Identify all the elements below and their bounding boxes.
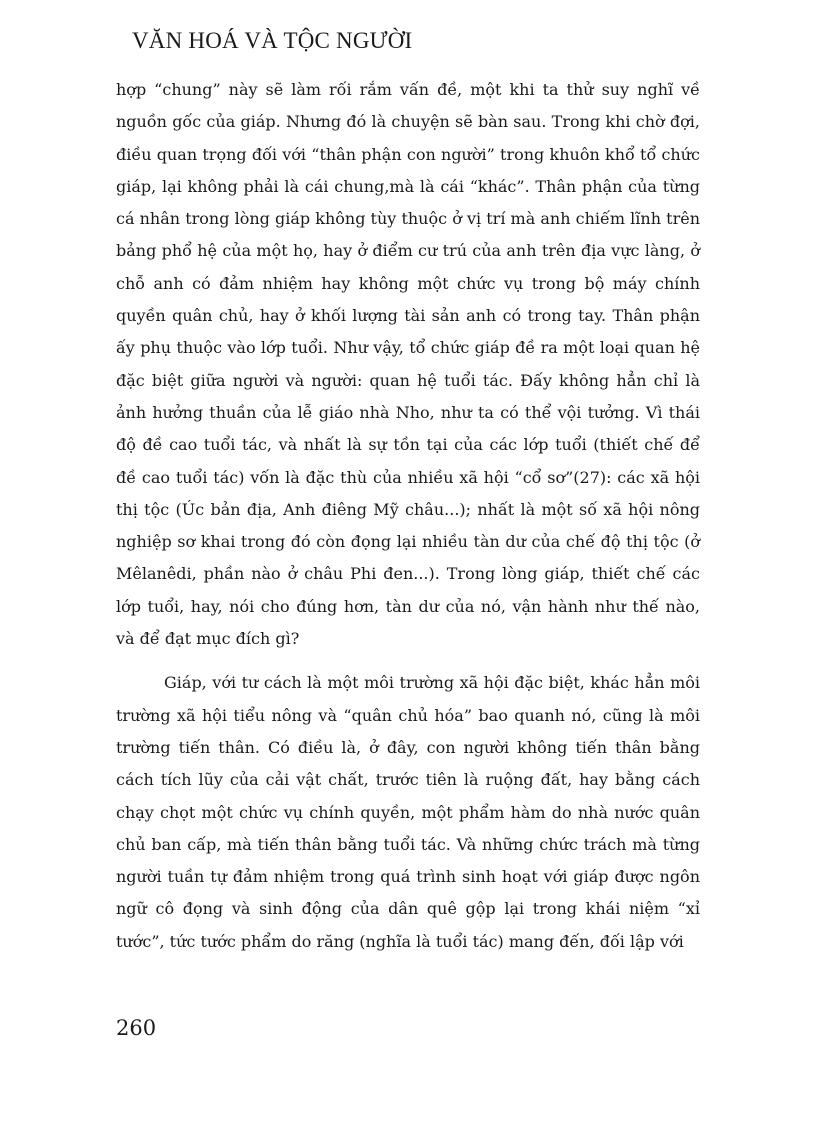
page-number: 260 — [116, 1016, 157, 1040]
paragraph-2: Giáp, với tư cách là một môi trường xã hội đặc biệt, khác hẳn môi trường xã hội tiểu nông và “quân chủ hóa” bao quanh nó, cũng là môi trường tiến thân. Có điều là, ở đây, con người không tiến thân bằng cách tích lũy của cải vật chất, trước tiên là ruộng đất, hay bằng cách chạy chọt một chức vụ chính quyền, một phẩm hàm do nhà nước quân chủ ban cấp, mà tiến thân bằng tuổi tác. Và những chức trách mà từng người tuần tự đảm nhiệm trong quá trình sinh hoạt với giáp được ngôn ngữ cô đọng và sinh động của dân quê gộp lại trong khái niệm “xỉ tước”, tức tước phẩm do răng (nghĩa là tuổi tác) mang đến, đối lập với — [116, 673, 700, 951]
body-text — [116, 74, 700, 958]
running-header-title: VĂN HOÁ VÀ TỘC NGƯỜI — [132, 28, 413, 53]
paragraph-1: hợp “chung” này sẽ làm rối rắm vấn đề, một khi ta thử suy nghĩ về nguồn gốc của giáp. Nhưng đó là chuyện sẽ bàn sau. Trong khi chờ đợi, điều quan trọng đối với “thân phận con người” trong khuôn khổ tổ chức giáp, lại không phải là cái chung,mà là cái “khác”. Thân phận của từng cá nhân trong lòng giáp không tùy thuộc ở vị trí mà anh chiếm lĩnh trên bảng phổ hệ của một họ, hay ở điểm cư trú của anh trên địa vực làng, ở chỗ anh có đảm nhiệm hay không một chức vụ trong bộ máy chính quyền quân chủ, hay ở khối lượng tài sản anh có trong tay. Thân phận ấy phụ thuộc vào lớp tuổi. Như vậy, tổ chức giáp đề ra một loại quan hệ đặc biệt giữa người và người: quan hệ tuổi tác. Đấy không hẳn chỉ là ảnh hưởng thuần của lễ giáo nhà Nho, như ta có thể vội tưởng. Vì thái độ đề cao tuổi tác, và nhất là sự tồn tại của các lớp tuổi (thiết chế để đề cao tuổi tác) vốn là đặc thù của nhiều xã hội “cổ sơ”(27): các xã hội thị tộc (Úc bản địa, Anh điêng Mỹ châu...); nhất là một số xã hội nông nghiệp sơ khai trong đó còn đọng lại nhiều tàn dư của chế độ thị tộc (ở Mêlanêdi, phần nào ở châu Phi đen...). Trong lòng giáp, thiết chế các lớp tuổi, hay, nói cho đúng hơn, tàn dư của nó, vận hành như thế nào, và để đạt mục đích gì? — [116, 80, 700, 649]
